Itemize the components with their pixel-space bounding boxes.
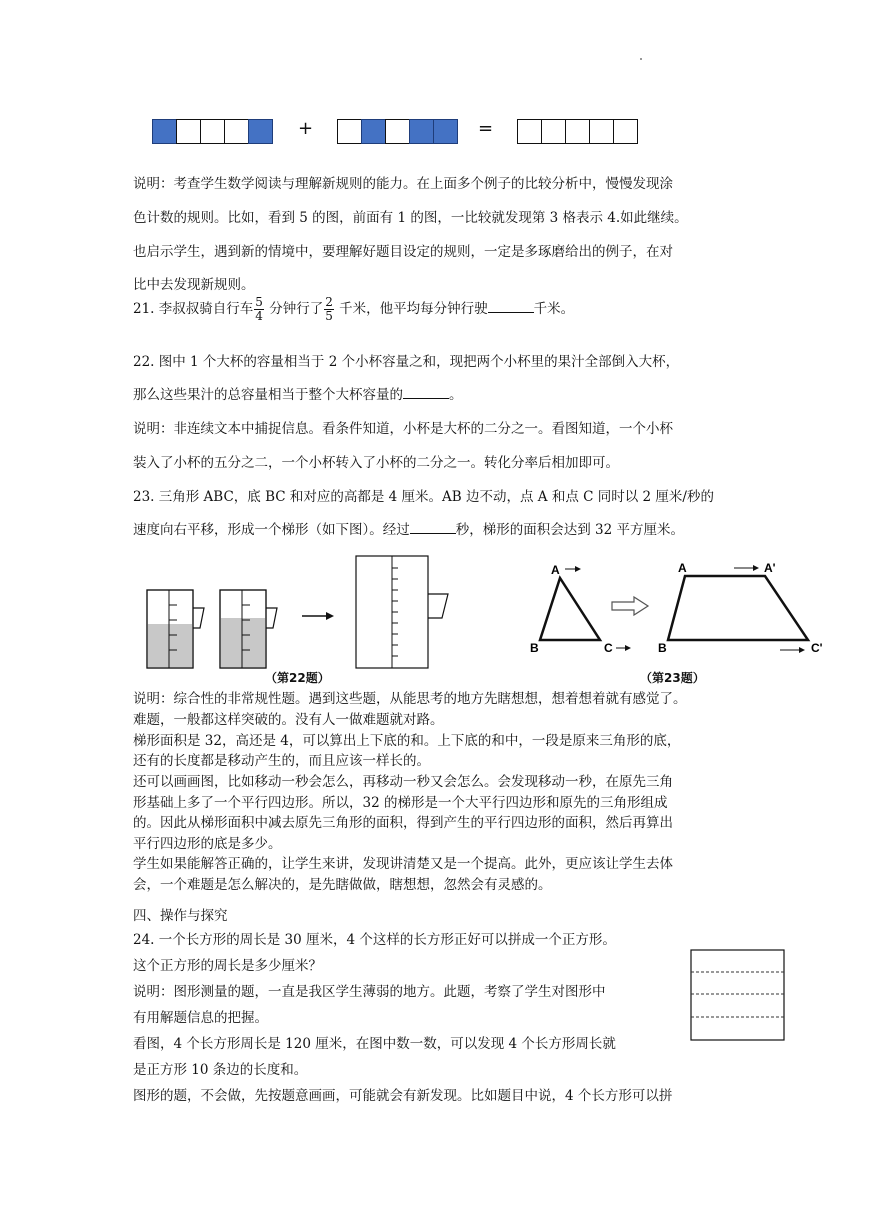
small-cup-1 (147, 590, 204, 668)
question-24-line: 24. 一个长方形的周长是 30 厘米，4 个这样的长方形正好可以拼成一个正方形。 (133, 932, 616, 948)
q21-text: 千米。 (533, 301, 575, 317)
label-c-prime: C' (811, 641, 823, 655)
empty-box (517, 119, 542, 144)
empty-box (589, 119, 614, 144)
answer-blank[interactable] (488, 300, 534, 313)
colored-boxes-group-1 (153, 119, 273, 144)
arrow-icon (302, 612, 334, 620)
q23-text: 秒，梯形的面积会达到 32 平方厘米。 (455, 522, 685, 538)
large-cup (356, 556, 448, 668)
figure-22-cups (140, 550, 460, 670)
q21-text: 21. 李叔叔骑自行车 (133, 301, 254, 317)
answer-blank[interactable] (410, 521, 456, 534)
empty-box (385, 119, 410, 144)
small-cup-2 (220, 590, 277, 668)
question-21 (133, 294, 574, 324)
question-24-line: 这个正方形的周长是多少厘米？ (133, 958, 322, 974)
fraction-denominator: 5 (325, 309, 333, 323)
fraction-5-4 (254, 296, 264, 323)
explanation-line: 也启示学生，遇到新的情境中，要理解好题目设定的规则，一定是多琢磨给出的例子，在对 (133, 244, 673, 260)
figure-24-square (690, 949, 786, 1043)
empty-box (176, 119, 201, 144)
label-b: B (658, 641, 667, 655)
equals-sign: = (478, 118, 494, 139)
explanation-line: 是正方形 10 条边的长度和。 (133, 1062, 308, 1078)
empty-box (541, 119, 566, 144)
question-22-line: 22. 图中 1 个大杯的容量相当于 2 个小杯容量之和，现把两个小杯里的果汁全部倒入大杯， (133, 354, 680, 370)
question-22-line (133, 383, 463, 403)
explanation-line: 的。因此从梯形面积中减去原先三角形的面积，得到产生的平行四边形的面积，然后再算出 (133, 815, 673, 831)
explanation-line: 说明：图形测量的题，一直是我区学生薄弱的地方。此题，考察了学生对图形中 (133, 984, 606, 1000)
explanation-line: 说明：考查学生数学阅读与理解新规则的能力。在上面多个例子的比较分析中，慢慢发现涂 (133, 176, 673, 192)
explanation-line: 说明：非连续文本中捕捉信息。看条件知道，小杯是大杯的二分之一。看图知道，一个小杯 (133, 421, 673, 437)
filled-box (433, 119, 458, 144)
label-a: A (678, 561, 687, 575)
caption-23: （第23题） (640, 671, 705, 685)
explanation-line: 色计数的规则。比如，看到 5 的图，前面有 1 的图，一比较就发现第 3 格表示 4.如此继续。 (133, 210, 688, 226)
hollow-arrow-icon (612, 597, 648, 615)
page-dot (640, 58, 642, 60)
trapezoid (658, 561, 823, 655)
explanation-line: 说明：综合性的非常规性题。遇到这些题，从能思考的地方先瞎想想，想着想着就有感觉了。 (133, 691, 687, 707)
answer-blank[interactable] (403, 386, 449, 399)
plus-sign: + (298, 118, 314, 139)
figure-23-triangle-trapezoid (528, 556, 828, 661)
fraction-denominator: 4 (255, 309, 263, 323)
label-a: A (551, 563, 560, 577)
empty-box (565, 119, 590, 144)
fraction-2-5 (324, 296, 334, 323)
answer-boxes-group (518, 119, 638, 144)
explanation-line: 比中去发现新规则。 (133, 277, 255, 293)
fraction-numerator: 2 (325, 295, 333, 309)
explanation-line: 形基础上多了一个平行四边形。所以，32 的梯形是一个大平行四边形和原先的三角形组成 (133, 795, 668, 811)
label-c: C (604, 641, 613, 655)
explanation-line: 装入了小杯的五分之二，一个小杯转入了小杯的二分之一。转化分率后相加即可。 (133, 455, 619, 471)
explanation-line: 梯形面积是 32，高还是 4，可以算出上下底的和。上下底的和中，一段是原来三角形的底， (133, 733, 681, 749)
empty-box (224, 119, 249, 144)
q21-text: 分钟行了 (264, 301, 324, 317)
explanation-line: 会，一个难题是怎么解决的，是先瞎做做，瞎想想，忽然会有灵感的。 (133, 877, 552, 893)
explanation-line: 看图，4 个长方形周长是 120 厘米，在图中数一数，可以发现 4 个长方形周长就 (133, 1036, 616, 1052)
filled-box (361, 119, 386, 144)
explanation-line: 有用解题信息的把握。 (133, 1010, 268, 1026)
explanation-line: 平行四边形的底是多少。 (133, 836, 282, 852)
label-a-prime: A' (764, 561, 776, 575)
explanation-line: 图形的题，不会做，先按题意画画，可能就会有新发现。比如题目中说，4 个长方形可以拼 (133, 1088, 673, 1104)
section-heading: 四、操作与探究 (133, 908, 228, 924)
explanation-line: 还可以画画图，比如移动一秒会怎么，再移动一秒又会怎么。会发现移动一秒，在原先三角 (133, 774, 673, 790)
fraction-numerator: 5 (255, 295, 263, 309)
colored-boxes-group-2 (338, 119, 458, 144)
q22-text: 那么这些果汁的总容量相当于整个大杯容量的 (133, 387, 403, 403)
empty-box (613, 119, 638, 144)
q22-text: 。 (449, 387, 463, 403)
q21-text: 千米，他平均每分钟行驶 (334, 301, 488, 317)
question-23-line: 23. 三角形 ABC，底 BC 和对应的高都是 4 厘米。AB 边不动，点 A 和点 C 同时以 2 厘米/秒的 (133, 489, 714, 505)
label-b: B (530, 641, 539, 655)
empty-box (337, 119, 362, 144)
explanation-line: 难题，一般都这样突破的。没有人一做难题就对路。 (133, 712, 444, 728)
explanation-line: 还有的长度都是移动产生的，而且应该一样长的。 (133, 753, 430, 769)
explanation-line: 学生如果能解答正确的，让学生来讲，发现讲清楚又是一个提高。此外，更应该让学生去体 (133, 856, 673, 872)
caption-22: （第22题） (265, 671, 330, 685)
q23-text: 速度向右平移，形成一个梯形（如下图）。经过 (133, 522, 410, 538)
filled-box (248, 119, 273, 144)
filled-box (409, 119, 434, 144)
question-23-line (133, 518, 684, 538)
empty-box (200, 119, 225, 144)
filled-box (152, 119, 177, 144)
